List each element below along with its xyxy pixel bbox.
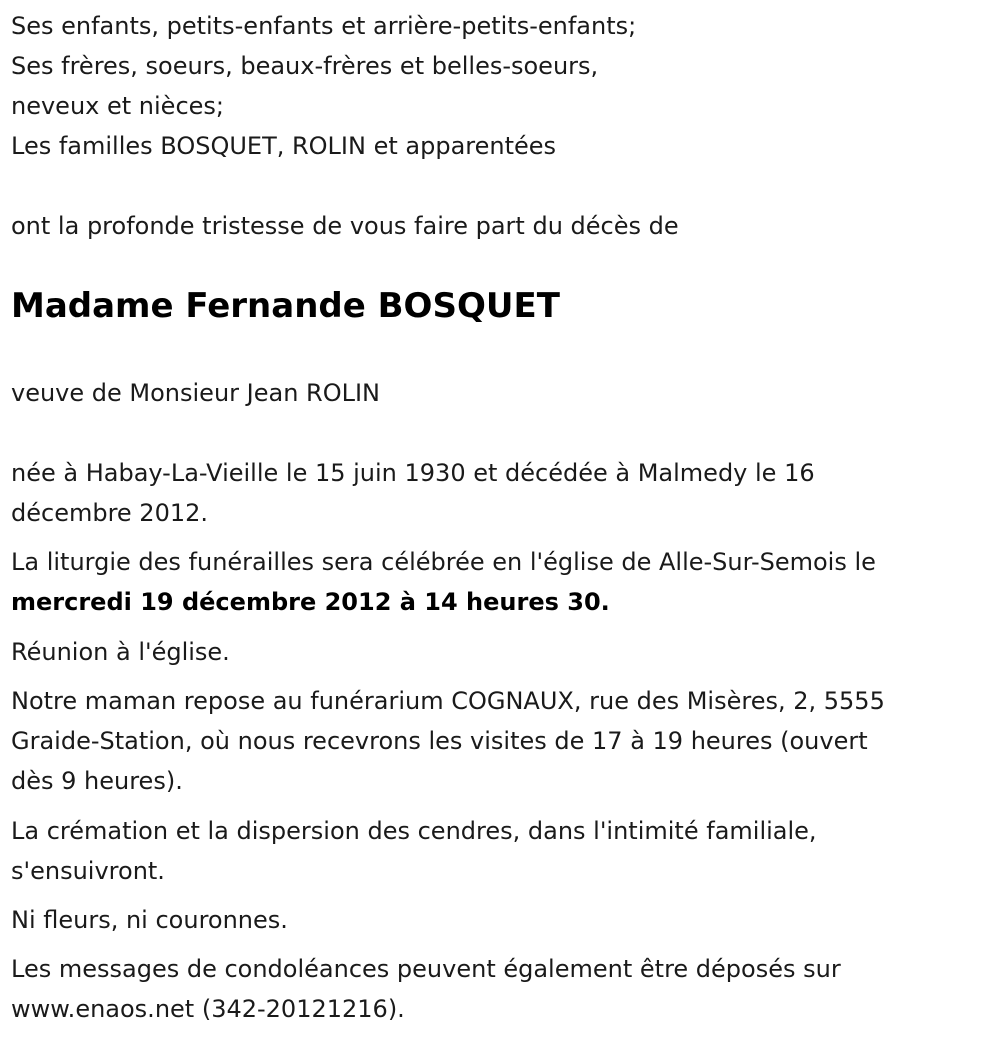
funeral-home-line-2: Graide-Station, où nous recevrons les visites de 17 à 19 heures (ouvert bbox=[11, 727, 868, 755]
funeral-home-line-3: dès 9 heures). bbox=[11, 767, 183, 795]
cremation-line-2: s'ensuivront. bbox=[11, 857, 165, 885]
family-line-families: Les familles BOSQUET, ROLIN et apparentées bbox=[11, 132, 557, 160]
condolences-line-1: Les messages de condoléances peuvent également être déposés sur bbox=[11, 955, 841, 983]
cremation-paragraph bbox=[11, 811, 986, 891]
condolences-line-2: www.enaos.net (342-20121216). bbox=[11, 995, 405, 1023]
family-line-siblings: Ses frères, soeurs, beaux-frères et belles-soeurs, bbox=[11, 52, 599, 80]
family-list bbox=[11, 6, 986, 166]
cremation-line-1: La crémation et la dispersion des cendres, dans l'intimité familiale, bbox=[11, 817, 817, 845]
meeting-text: Réunion à l'église. bbox=[11, 638, 230, 666]
birth-death-paragraph bbox=[11, 453, 986, 533]
funeral-home-paragraph bbox=[11, 681, 986, 801]
flowers-text: Ni fleurs, ni couronnes. bbox=[11, 906, 288, 934]
widow-of-text: veuve de Monsieur Jean ROLIN bbox=[11, 379, 381, 407]
announcement-text: ont la profonde tristesse de vous faire part du décès de bbox=[11, 212, 679, 240]
deceased-name: Madame Fernande BOSQUET bbox=[11, 286, 560, 326]
condolences-paragraph bbox=[11, 949, 986, 1029]
birth-death-line-1: née à Habay-La-Vieille le 15 juin 1930 et décédée à Malmedy le 16 bbox=[11, 459, 815, 487]
family-line-nephews: neveux et nièces; bbox=[11, 92, 224, 120]
funeral-home-line-1: Notre maman repose au funérarium COGNAUX, rue des Misères, 2, 5555 bbox=[11, 687, 885, 715]
family-line-children: Ses enfants, petits-enfants et arrière-petits-enfants; bbox=[11, 12, 637, 40]
birth-death-line-2: décembre 2012. bbox=[11, 499, 209, 527]
liturgy-paragraph bbox=[11, 542, 986, 622]
liturgy-date-time: mercredi 19 décembre 2012 à 14 heures 30. bbox=[11, 588, 610, 616]
liturgy-line-1: La liturgie des funérailles sera célébrée en l'église de Alle-Sur-Semois le bbox=[11, 548, 876, 576]
